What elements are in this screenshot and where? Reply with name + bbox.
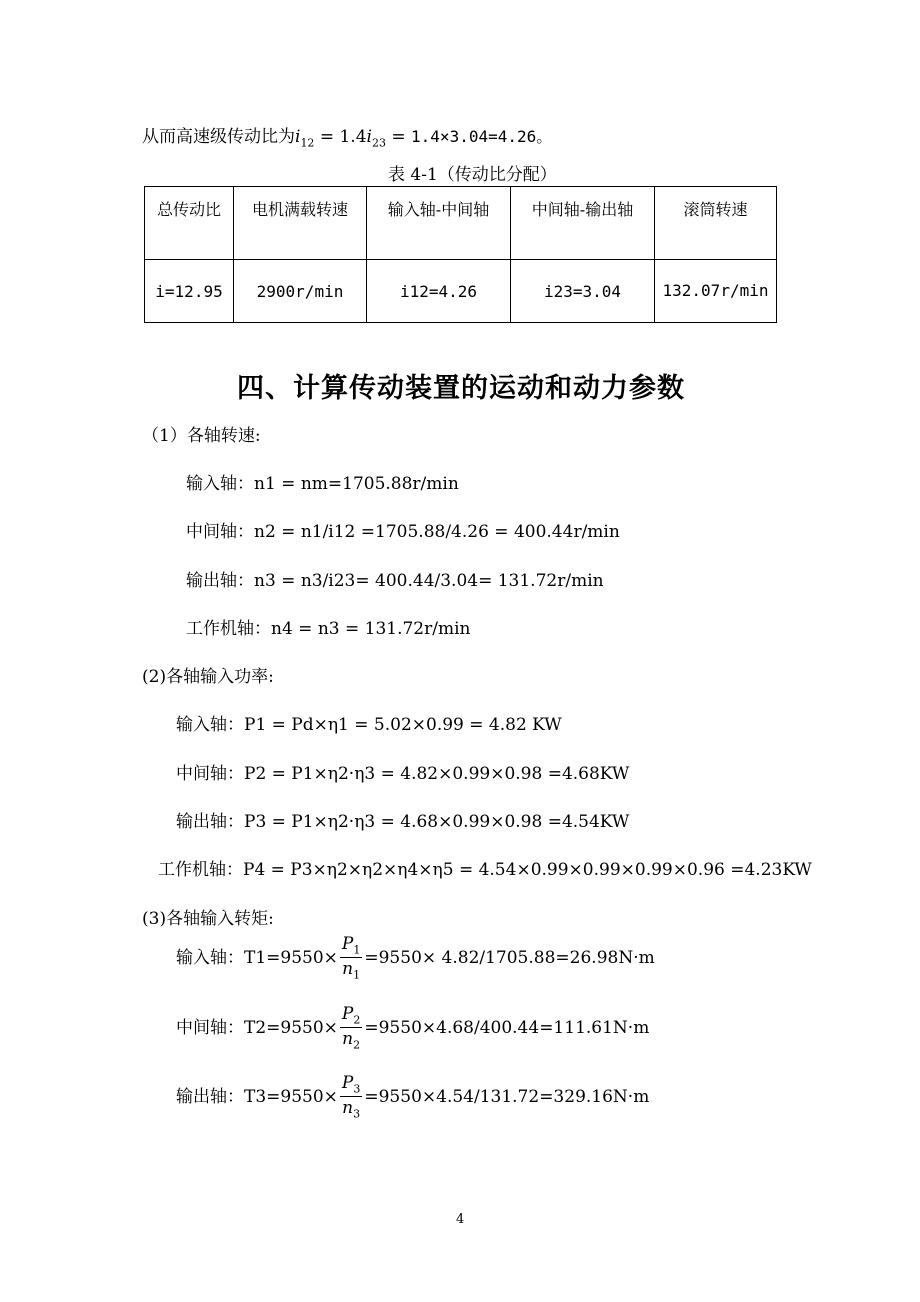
table-header-cell: 总传动比 — [145, 187, 234, 260]
torque-fraction — [340, 1006, 362, 1051]
power-line: 工作机轴：P4 = P3×η2×η2×η4×η5 = 4.54×0.99×0.99×0.99×0.96 =4.23KW — [158, 860, 812, 880]
torques-heading: (3)各轴输入转矩: — [142, 909, 274, 929]
speed-line: 中间轴：n2 = n1/i12 =1705.88/4.26 = 400.44r/min — [186, 522, 620, 542]
torque-rhs: =9550×4.54/131.72=329.16N·m — [364, 1086, 650, 1107]
table-caption: 表 4-1（传动比分配） — [388, 165, 557, 185]
table-cell-i23: i23=3.04 — [511, 260, 655, 323]
power-line: 输入轴：P1 = Pd×η1 = 5.02×0.99 = 4.82 KW — [176, 715, 562, 735]
torque-line — [176, 1006, 649, 1051]
table-header-row — [145, 187, 777, 260]
torque-lhs: T1=9550× — [244, 947, 338, 968]
table-header-cell: 滚筒转速 — [655, 187, 777, 260]
fraction-numerator: $P_3$ — [341, 1073, 361, 1096]
torque-label: 输出轴： — [176, 1086, 244, 1107]
fraction-denominator: $n_2$ — [342, 1029, 361, 1052]
table-header-cell: 中间轴-输出轴 — [511, 187, 655, 260]
intro-formula: $i_{12} = 1.4i_{23} = 1.4\times 3.04=4.26$。 — [295, 127, 553, 150]
fraction-numerator: $P_1$ — [341, 934, 361, 957]
table-row — [145, 260, 777, 323]
speeds-heading: （1）各轴转速: — [142, 426, 261, 446]
intro-prefix: 从而高速级传动比为 — [142, 127, 295, 147]
torque-rhs: =9550× 4.82/1705.88=26.98N·m — [364, 947, 655, 968]
table-cell-i12: i12=4.26 — [367, 260, 511, 323]
powers-heading: (2)各轴输入功率: — [142, 667, 274, 687]
table-cell-motor-speed: 2900r/min — [234, 260, 367, 323]
torque-lhs: T3=9550× — [244, 1086, 338, 1107]
torque-fraction — [340, 936, 362, 981]
speed-line: 输出轴：n3 = n3/i23= 400.44/3.04= 131.72r/min — [186, 571, 604, 591]
page-number: 4 — [456, 1212, 465, 1227]
torque-label: 中间轴： — [176, 1017, 244, 1038]
section-title: 四、计算传动装置的运动和动力参数 — [237, 373, 685, 404]
power-line: 输出轴：P3 = P1×η2·η3 = 4.68×0.99×0.98 =4.54KW — [176, 812, 630, 832]
torque-lhs: T2=9550× — [244, 1017, 338, 1038]
ratio-table — [144, 186, 777, 323]
power-line: 中间轴：P2 = P1×η2·η3 = 4.82×0.99×0.98 =4.68KW — [176, 764, 630, 784]
torque-line — [176, 1075, 649, 1120]
speed-line: 输入轴：n1 = nm=1705.88r/min — [186, 474, 459, 494]
torque-rhs: =9550×4.68/400.44=111.61N·m — [364, 1017, 650, 1038]
fraction-denominator: $n_3$ — [342, 1098, 361, 1121]
intro-line — [142, 122, 552, 149]
torque-fraction — [340, 1075, 362, 1120]
table-header-cell: 输入轴-中间轴 — [367, 187, 511, 260]
torque-label: 输入轴： — [176, 947, 244, 968]
torque-line — [176, 936, 655, 981]
fraction-denominator: $n_1$ — [342, 959, 361, 982]
table-header-cell: 电机满载转速 — [234, 187, 367, 260]
fraction-numerator: $P_2$ — [341, 1004, 361, 1027]
table-cell-total-ratio: i=12.95 — [145, 260, 234, 323]
speed-line: 工作机轴：n4 = n3 = 131.72r/min — [186, 619, 471, 639]
table-cell-drum-speed: 132.07r/min — [655, 260, 777, 323]
